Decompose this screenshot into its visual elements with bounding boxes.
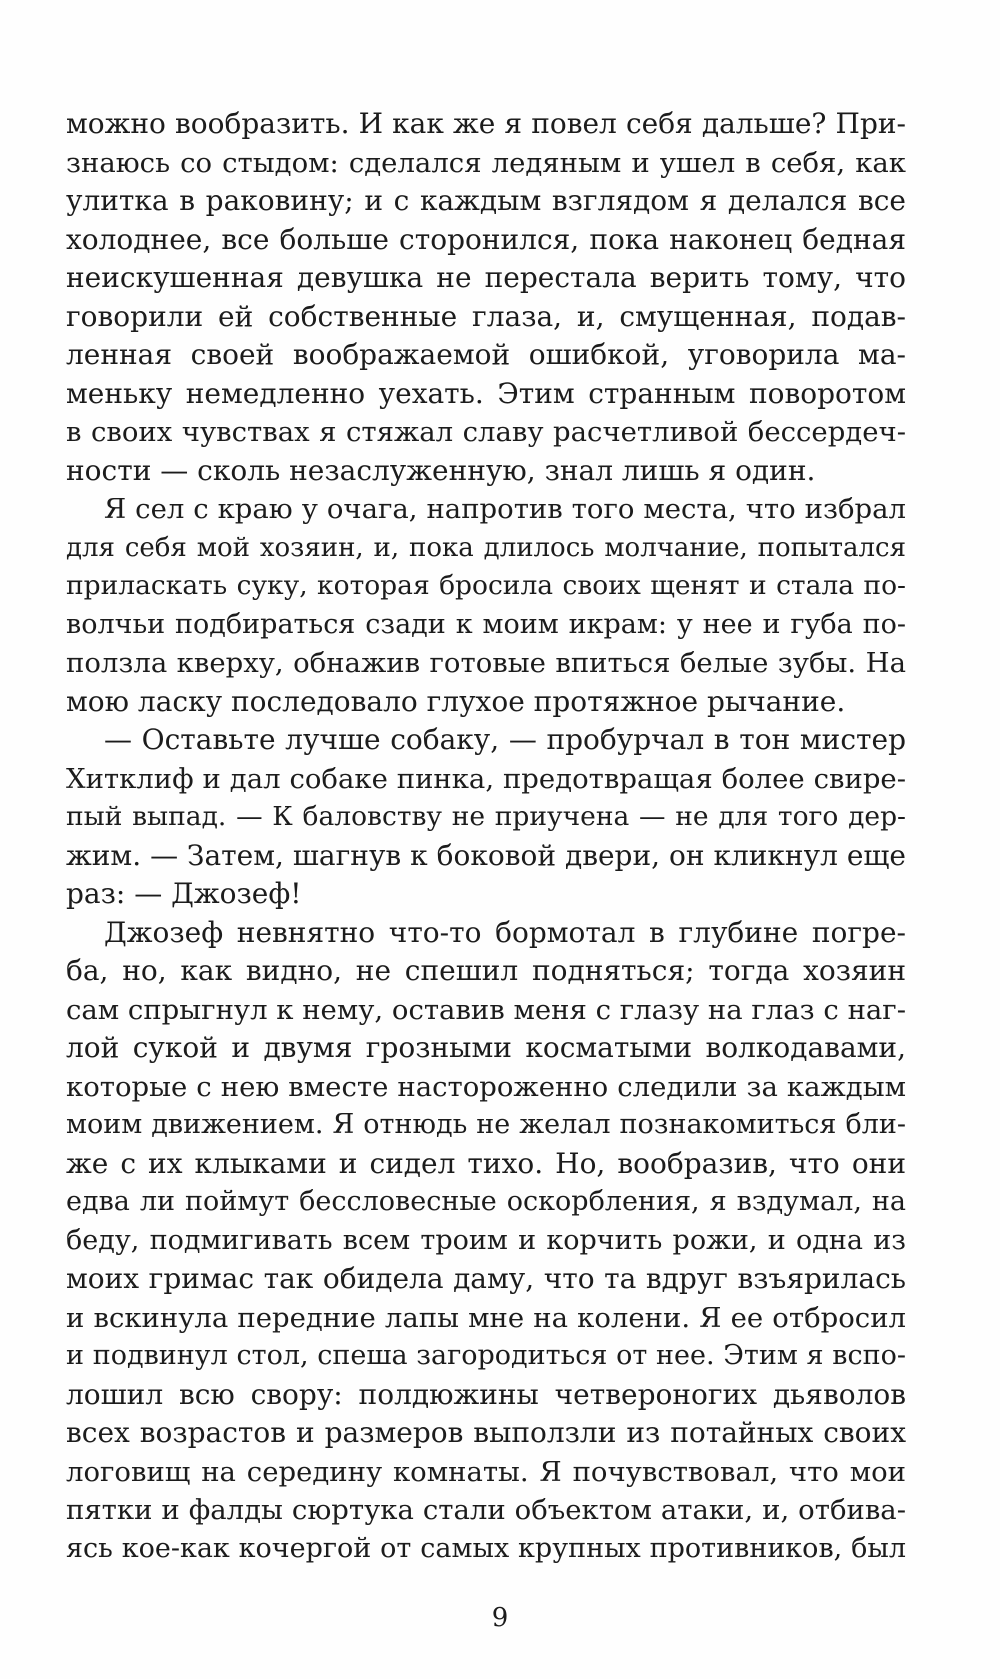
text-line: ности — сколь незаслуженную, знал лишь я один. <box>66 453 816 487</box>
text-line: лой сукой и двумя грозными косматыми волкодавами, <box>66 1031 906 1064</box>
text-line: моим движением. Я отнюдь не желал познакомиться бли- <box>66 1109 906 1140</box>
text-line: логовищ на середину комнаты. Я почувствовал, что мои <box>66 1455 906 1488</box>
text-line: которые с нею вместе настороженно следили за каждым <box>66 1070 906 1103</box>
text-line: в своих чувствах я стяжал славу расчетливой бессердеч- <box>66 416 906 448</box>
text-line: ба, но, как видно, не спешил подняться; тогда хозяин <box>66 954 906 987</box>
text-line: беду, подмигивать всем троим и корчить рожи, и одна из <box>66 1224 906 1256</box>
text-line: ленная своей воображаемой ошибкой, уговорила ма- <box>66 338 906 371</box>
text-line: и подвинул стол, спеша загородиться от нее. Этим я вспо- <box>66 1340 906 1371</box>
text-line: ясь кое-как кочергой от самых крупных противников, был <box>66 1532 906 1564</box>
text-line: пятки и фалды сюртука стали объектом атаки, и, отбива- <box>66 1494 906 1526</box>
text-line: Джозеф невнятно что-то бормотал в глубине погре- <box>104 915 906 949</box>
page-number: 9 <box>491 1603 509 1633</box>
text-line: волчьи подбираться сзади к моим икрам: у нее и губа по- <box>66 608 906 640</box>
text-line: же с их клыками и сидел тихо. Но, вообразив, что они <box>66 1146 906 1180</box>
text-line: ползла кверху, обнажив готовые впиться белые зубы. На <box>66 647 906 679</box>
text-line: едва ли поймут бессловесные оскорбления, я вздумал, на <box>66 1186 906 1217</box>
text-line: сам спрыгнул к нему, оставив меня с глазу на глаз с наг- <box>66 993 906 1026</box>
text-line: приласкать суку, которая бросила своих щенят и стала по- <box>66 570 906 601</box>
text-line: Хитклиф и дал собаке пинка, предотвращая более свире- <box>66 762 906 795</box>
text-line: знаюсь со стыдом: сделался ледяным и ушел в себя, как <box>66 146 906 179</box>
body-text <box>66 105 906 1568</box>
text-line: улитка в раковину; и с каждым взглядом я делался все <box>66 184 906 217</box>
text-line: для себя мой хозяин, и, пока длилось молчание, попытался <box>66 532 906 563</box>
text-line: меньку немедленно уехать. Этим странным поворотом <box>66 376 906 410</box>
text-line: говорили ей собственные глаза, и, смущенная, подав- <box>66 299 906 333</box>
text-line: — Оставьте лучше собаку, — пробурчал в тон мистер <box>104 723 906 756</box>
text-line: моих гримас так обидела даму, что та вдруг взъярилась <box>66 1262 906 1295</box>
text-line: лошил всю свору: полдюжины четвероногих дьяволов <box>66 1377 906 1411</box>
text-line: всех возрастов и размеров выползли из потайных своих <box>66 1416 906 1449</box>
text-line: раз: — Джозеф! <box>66 877 302 910</box>
text-line: мою ласку последовало глухое протяжное рычание. <box>66 684 846 718</box>
text-line: и вскинула передние лапы мне на колени. Я ее отбросил <box>66 1301 906 1334</box>
text-line: можно вообразить. И как же я повел себя дальше? При- <box>66 107 906 140</box>
text-line: холоднее, все больше сторонился, пока наконец бедная <box>66 222 906 256</box>
text-line: неискушенная девушка не перестала верить тому, что <box>66 261 906 294</box>
text-line: жим. — Затем, шагнув к боковой двери, он кликнул еще <box>66 838 906 872</box>
text-line: пый выпад. — К баловству не приучена — не для того дер- <box>66 801 906 832</box>
text-line: Я сел с краю у очага, напротив того места, что избрал <box>104 493 906 525</box>
